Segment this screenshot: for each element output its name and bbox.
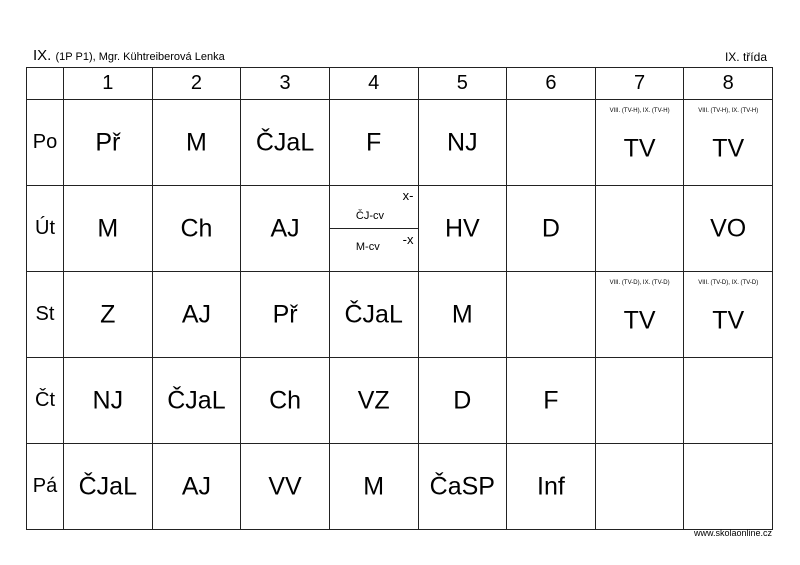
lesson-subject: TV bbox=[623, 306, 656, 335]
lesson-subject: Př bbox=[95, 128, 121, 156]
lesson-cell bbox=[418, 100, 507, 186]
group-tag: VIII. (TV-D), IX. (TV-D) bbox=[609, 280, 670, 286]
lesson-cell bbox=[64, 186, 153, 272]
lesson-subject: AJ bbox=[181, 472, 212, 500]
lesson-group: x- bbox=[402, 188, 414, 203]
class-name: IX. bbox=[33, 47, 52, 64]
lesson-cell bbox=[329, 100, 418, 186]
lesson-subject: M bbox=[451, 300, 473, 328]
timetable-grid bbox=[26, 67, 773, 530]
lesson-subject: D bbox=[453, 386, 472, 414]
lesson-subject: AJ bbox=[270, 214, 300, 242]
day-row bbox=[27, 358, 773, 444]
lesson-subject: M bbox=[186, 128, 207, 156]
period-header-row bbox=[27, 68, 773, 100]
lesson-cell bbox=[329, 186, 418, 272]
lesson-cell bbox=[152, 272, 241, 358]
day-label: Út bbox=[27, 186, 64, 272]
lesson-cell bbox=[684, 358, 773, 444]
lesson-cell bbox=[507, 272, 596, 358]
day-row bbox=[27, 272, 773, 358]
lesson-cell bbox=[152, 444, 241, 530]
period-header: 2 bbox=[152, 68, 241, 100]
lesson-cell bbox=[241, 186, 330, 272]
lesson-subject: NJ bbox=[447, 128, 478, 156]
lesson-subject: ČJaL bbox=[255, 128, 315, 156]
lesson-subject: ČJ-cv bbox=[355, 210, 384, 222]
lesson-subject: Inf bbox=[537, 472, 565, 500]
lesson-cell bbox=[595, 444, 684, 530]
lesson-subject: ČaSP bbox=[429, 472, 495, 500]
lesson-cell bbox=[684, 444, 773, 530]
lesson-subject: ČJaL bbox=[78, 472, 137, 500]
lesson-cell bbox=[507, 358, 596, 444]
group-tag: VIII. (TV-H), IX. (TV-H) bbox=[698, 108, 759, 114]
lesson-cell bbox=[64, 100, 153, 186]
split-lesson bbox=[330, 186, 418, 229]
lesson-subject: M bbox=[363, 472, 385, 500]
period-header: 6 bbox=[507, 68, 596, 100]
lesson-subject: M bbox=[97, 214, 119, 242]
lesson-subject: VV bbox=[268, 472, 302, 500]
lesson-cell bbox=[595, 186, 684, 272]
timetable-title bbox=[33, 47, 225, 64]
lesson-cell bbox=[418, 272, 507, 358]
day-row bbox=[27, 444, 773, 530]
day-label: Po bbox=[27, 100, 64, 186]
lesson-cell bbox=[595, 358, 684, 444]
period-header: 1 bbox=[64, 68, 153, 100]
lesson-cell bbox=[64, 444, 153, 530]
lesson-cell bbox=[329, 272, 418, 358]
lesson-cell bbox=[64, 272, 153, 358]
lesson-cell bbox=[418, 444, 507, 530]
lesson-cell bbox=[329, 358, 418, 444]
teacher-info: (1P P1), Mgr. Kühtreiberová Lenka bbox=[55, 51, 225, 63]
lesson-cell bbox=[241, 358, 330, 444]
lesson-cell bbox=[507, 100, 596, 186]
lesson-cell bbox=[152, 358, 241, 444]
lesson-subject: F bbox=[543, 386, 559, 414]
period-header: 4 bbox=[329, 68, 418, 100]
lesson-subject: VZ bbox=[357, 386, 390, 414]
day-label: Čt bbox=[27, 358, 64, 444]
lesson-subject: Př bbox=[272, 300, 298, 328]
period-header: 3 bbox=[241, 68, 330, 100]
lesson-cell bbox=[152, 100, 241, 186]
class-label: IX. třída bbox=[724, 50, 767, 64]
lesson-subject: M-cv bbox=[355, 241, 380, 253]
lesson-cell bbox=[507, 444, 596, 530]
period-header: 8 bbox=[684, 68, 773, 100]
group-tag: VIII. (TV-D), IX. (TV-D) bbox=[698, 280, 759, 286]
lesson-cell bbox=[152, 186, 241, 272]
lesson-cell bbox=[241, 444, 330, 530]
lesson-group: -x bbox=[402, 232, 414, 247]
lesson-cell bbox=[241, 272, 330, 358]
lesson-subject: Ch bbox=[269, 386, 302, 414]
day-label: St bbox=[27, 272, 64, 358]
period-header: 5 bbox=[418, 68, 507, 100]
lesson-subject: NJ bbox=[92, 386, 124, 414]
day-label: Pá bbox=[27, 444, 64, 530]
lesson-subject: HV bbox=[444, 214, 480, 242]
lesson-subject: AJ bbox=[181, 300, 212, 328]
lesson-subject: F bbox=[366, 128, 382, 156]
lesson-cell bbox=[595, 272, 684, 358]
lesson-subject: VO bbox=[710, 214, 747, 242]
footer-credit: www.skolaonline.cz bbox=[693, 528, 772, 538]
lesson-cell bbox=[241, 100, 330, 186]
lesson-subject: Ch bbox=[180, 214, 213, 242]
split-lesson bbox=[330, 229, 418, 271]
lesson-subject: ČJaL bbox=[344, 300, 403, 328]
lesson-cell bbox=[64, 358, 153, 444]
period-header: 7 bbox=[595, 68, 684, 100]
lesson-subject: ČJaL bbox=[167, 386, 226, 414]
lesson-cell bbox=[418, 358, 507, 444]
lesson-subject: TV bbox=[623, 134, 656, 163]
corner-cell bbox=[27, 68, 64, 100]
day-row bbox=[27, 100, 773, 186]
day-row bbox=[27, 186, 773, 272]
lesson-cell bbox=[507, 186, 596, 272]
lesson-subject: D bbox=[541, 214, 560, 242]
lesson-cell bbox=[595, 100, 684, 186]
lesson-subject: Z bbox=[100, 300, 116, 328]
lesson-cell bbox=[684, 100, 773, 186]
group-tag: VIII. (TV-H), IX. (TV-H) bbox=[609, 108, 670, 114]
lesson-cell bbox=[329, 444, 418, 530]
lesson-cell bbox=[684, 272, 773, 358]
lesson-cell bbox=[418, 186, 507, 272]
lesson-cell bbox=[684, 186, 773, 272]
lesson-subject: TV bbox=[712, 134, 745, 163]
lesson-subject: TV bbox=[712, 306, 745, 335]
